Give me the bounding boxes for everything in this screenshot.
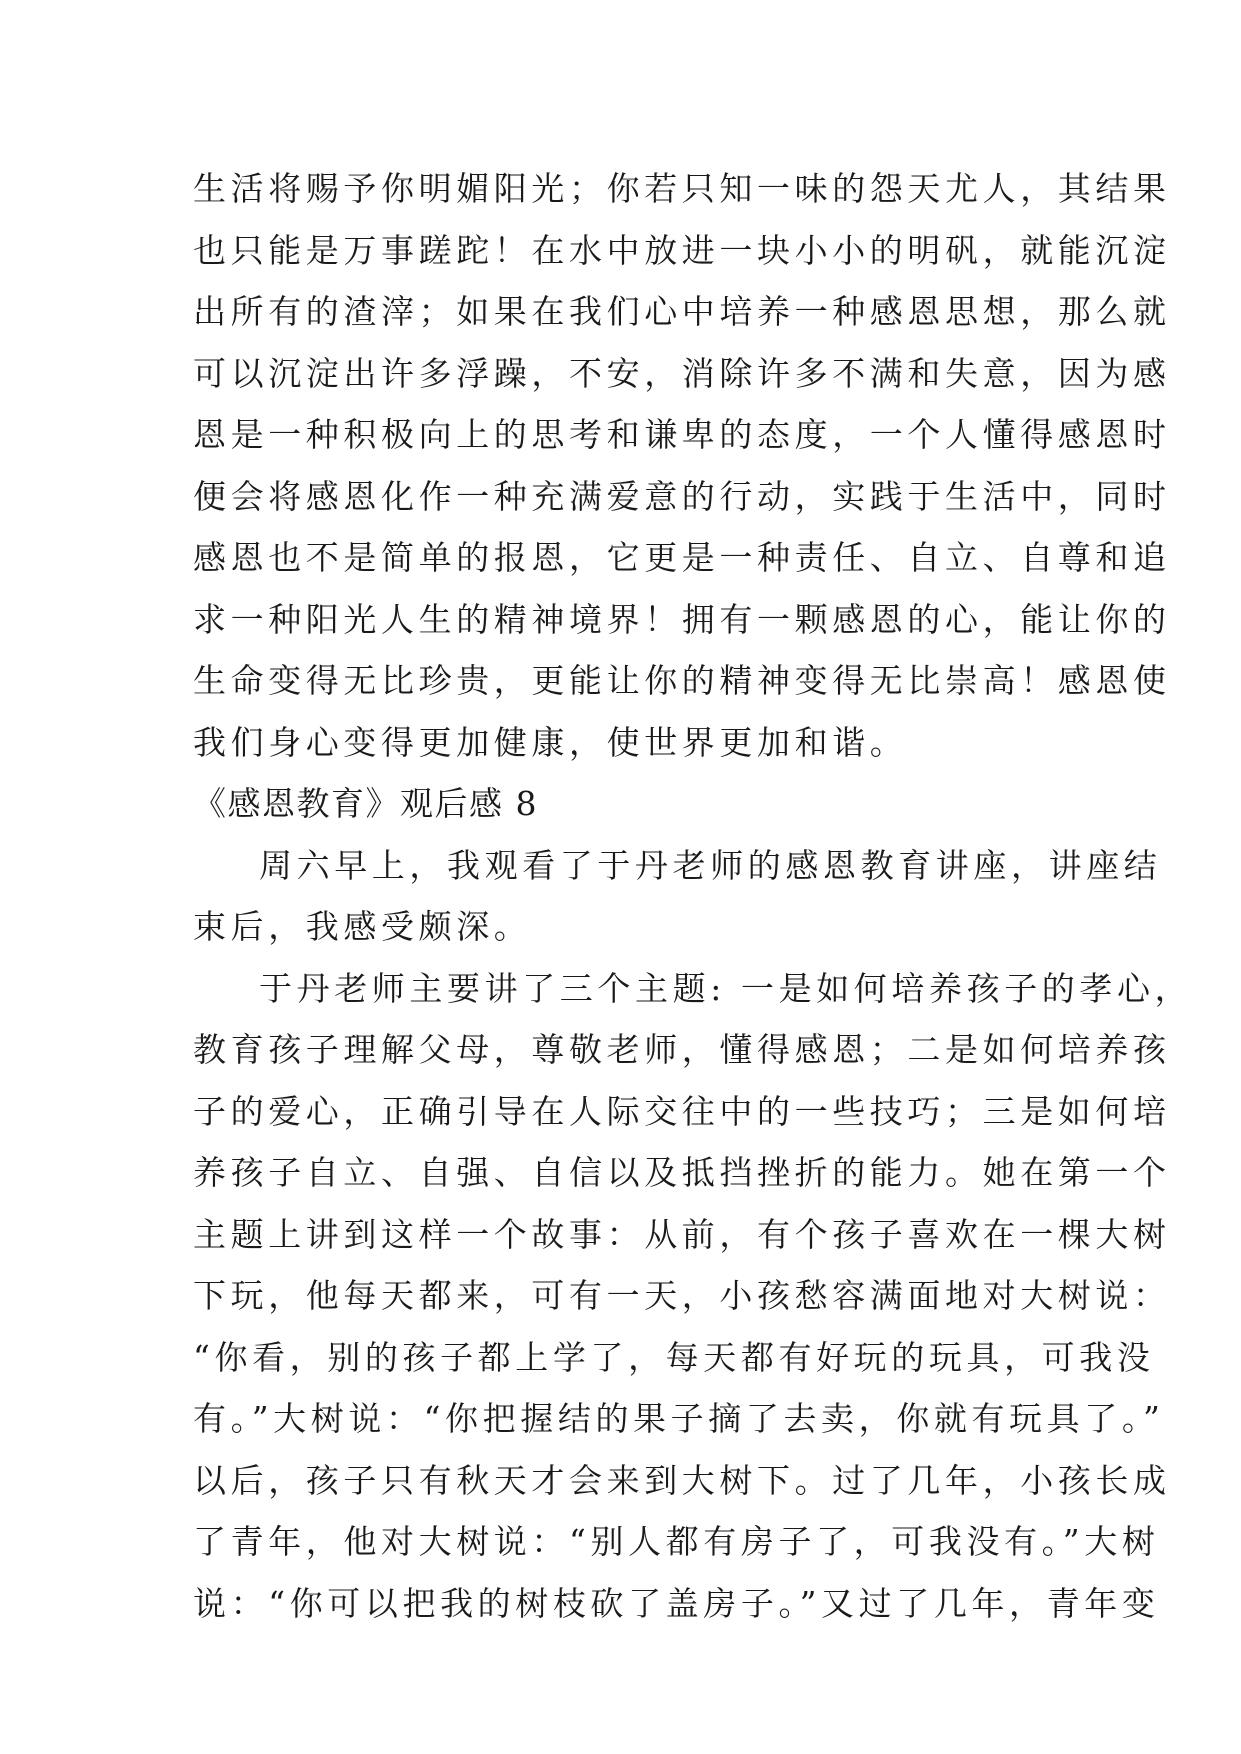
paragraph-line: 出所有的渣滓；如果在我们心中培养一种感恩思想，那么就	[193, 292, 1171, 331]
paragraph-line: 生活将赐予你明媚阳光；你若只知一味的怨天尤人，其结果	[193, 169, 1171, 208]
paragraph-line: 说：“你可以把我的树枝砍了盖房子。”又过了几年，青年变	[193, 1583, 1160, 1623]
paragraph-line: 生命变得无比珍贵，更能让你的精神变得无比崇高！感恩使	[193, 661, 1171, 700]
paragraph-line: 有。”大树说：“你把握结的果子摘了去卖，你就有玩具了。”	[193, 1399, 1165, 1438]
paragraph-line: 下玩，他每天都来，可有一天，小孩愁容满面地对大树说：	[193, 1276, 1171, 1315]
paragraph-line: 束后，我感受颇深。	[193, 907, 532, 946]
paragraph-line: 感恩也不是简单的报恩，它更是一种责任、自立、自尊和追	[193, 538, 1171, 577]
paragraph-line: 于丹老师主要讲了三个主题: 一是如何培养孩子的孝心，	[259, 968, 1193, 1008]
paragraph-line: 我们身心变得更加健康，使世界更加和谐。	[193, 722, 908, 762]
paragraph-line: 便会将感恩化作一种充满爱意的行动，实践于生活中，同时	[193, 476, 1171, 516]
paragraph-line: 求一种阳光人生的精神境界！拥有一颗感恩的心，能让你的	[193, 599, 1171, 639]
paragraph-line: 了青年，他对大树说：“别人都有房子了，可我没有。”大树	[193, 1522, 1160, 1561]
document-text	[193, 158, 1193, 1634]
paragraph-line: 可以沉淀出许多浮躁，不安，消除许多不满和失意，因为感	[193, 353, 1171, 393]
paragraph-line: 子的爱心，正确引导在人际交往中的一些技巧；三是如何培	[193, 1091, 1171, 1131]
paragraph-line: 恩是一种积极向上的思考和谦卑的态度，一个人懂得感恩时	[193, 415, 1171, 454]
paragraph-line: 以后，孩子只有秋天才会来到大树下。过了几年，小孩长成	[193, 1460, 1171, 1500]
paragraph-line: 养孩子自立、自强、自信以及抵挡挫折的能力。她在第一个	[193, 1153, 1171, 1192]
paragraph-line: 周六早上，我观看了于丹老师的感恩教育讲座，讲座结	[259, 845, 1162, 885]
section-heading: 《感恩教育》观后感 8	[193, 784, 538, 823]
paragraph-line: 也只能是万事蹉跎！在水中放进一块小小的明矾，就能沉淀	[193, 230, 1171, 270]
paragraph-line: 主题上讲到这样一个故事：从前，有个孩子喜欢在一棵大树	[193, 1214, 1171, 1254]
paragraph-line: 教育孩子理解父母，尊敬老师，懂得感恩；二是如何培养孩	[193, 1030, 1171, 1069]
paragraph-line: “你看，别的孩子都上学了，每天都有好玩的玩具，可我没	[193, 1337, 1155, 1377]
